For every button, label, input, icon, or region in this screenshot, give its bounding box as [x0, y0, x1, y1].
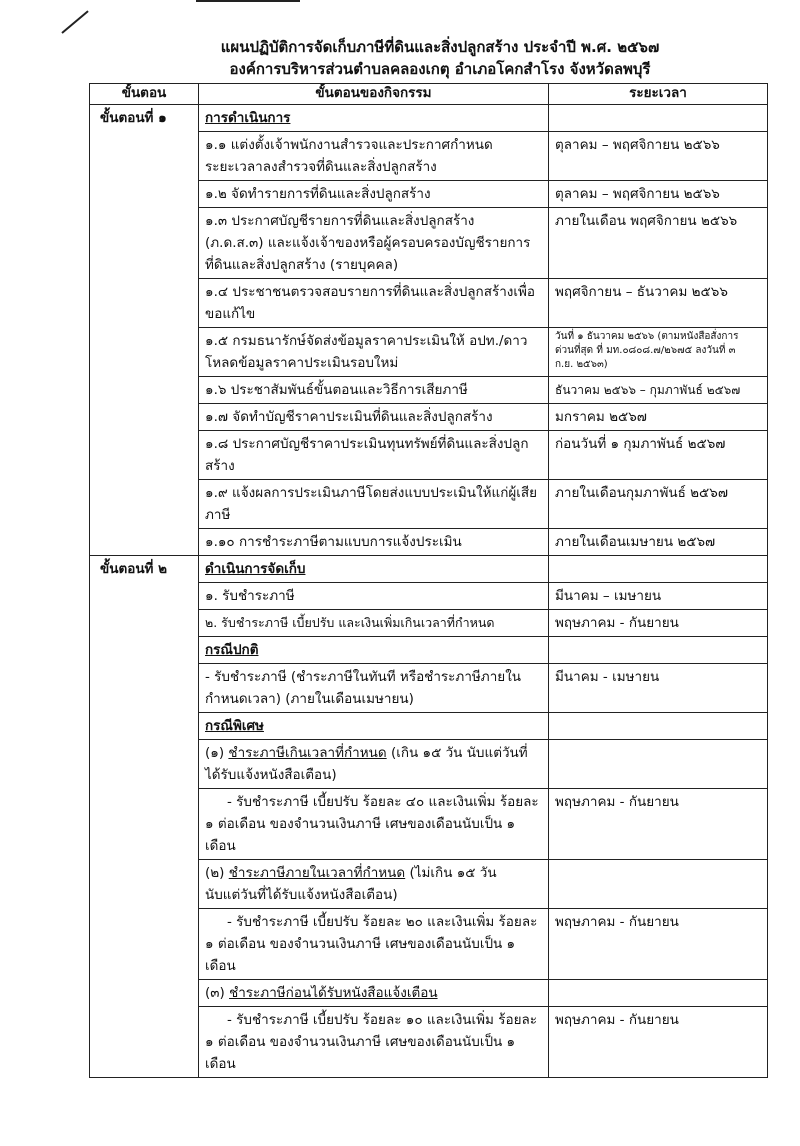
period-cell: พฤศจิกายน – ธันวาคม ๒๕๖๖ — [549, 279, 768, 328]
period-cell: ตุลาคม – พฤศจิกายน ๒๕๖๖ — [549, 132, 768, 181]
period-cell: ภายในเดือนกุมภาพันธ์ ๒๕๖๗ — [549, 480, 768, 529]
section-heading: การดำเนินการ — [205, 110, 291, 126]
plan-table — [89, 83, 768, 1078]
table-row — [90, 529, 768, 556]
table-row — [90, 713, 768, 740]
section-heading: ดำเนินการจัดเก็บ — [205, 561, 306, 577]
period-cell: พฤษภาคม - กันยายน — [549, 909, 768, 980]
activity-cell: ๑.๗ จัดทำบัญชีราคาประเมินที่ดินและสิ่งปลูกสร้าง — [199, 404, 549, 431]
table-row — [90, 740, 768, 789]
table-row — [90, 664, 768, 713]
period-cell: พฤษภาคม - กันยายน — [549, 610, 768, 637]
period-cell: ก่อนวันที่ ๑ กุมภาพันธ์ ๒๕๖๗ — [549, 431, 768, 480]
period-cell: วันที่ ๑ ธันวาคม ๒๕๖๖ (ตามหนังสือสั่งการ ด่วนที่สุด ที่ มท.๐๘๐๘.๗/๒๖๗๕ ลงวันที่ ๓ ก.ย. ๒๕๖๓) — [549, 328, 768, 377]
activity-cell: ๑.๔ ประชาชนตรวจสอบรายการที่ดินและสิ่งปลูกสร้างเพื่อ ขอแก้ไข — [199, 279, 549, 328]
table-row — [90, 181, 768, 208]
period-cell: ภายในเดือน พฤศจิกายน ๒๕๖๖ — [549, 208, 768, 279]
document-subtitle: องค์การบริหารส่วนตำบลคลองเกตุ อำเภอโคกสำโรง จังหวัดลพบุรี — [229, 60, 651, 78]
header-step: ขั้นตอน — [90, 84, 199, 105]
document-title: แผนปฏิบัติการจัดเก็บภาษีที่ดินและสิ่งปลูกสร้าง ประจำปี พ.ศ. ๒๕๖๗ — [220, 38, 660, 56]
table-header-row — [90, 84, 768, 105]
step-2-label: ขั้นตอนที่ ๒ — [90, 556, 199, 583]
activity-cell: ๑.๖ ประชาสัมพันธ์ขั้นตอนและวิธีการเสียภาษี — [199, 377, 549, 404]
activity-cell: - รับชำระภาษี เบี้ยปรับ ร้อยละ ๒๐ และเงินเพิ่ม ร้อยละ ๑ ต่อเดือน ของจำนวนเงินภาษี เศษของเดือนนับเป็น ๑ เดือน — [199, 909, 549, 980]
activity-cell: (๒) ชำระภาษีภายในเวลาที่กำหนด (ไม่เกิน ๑๕ วัน นับแต่วันที่ได้รับแจ้งหนังสือเตือน) — [199, 860, 549, 909]
table-row — [90, 404, 768, 431]
period-cell: พฤษภาคม - กันยายน — [549, 789, 768, 860]
table-row — [90, 132, 768, 181]
activity-cell: ๑.๒ จัดทำรายการที่ดินและสิ่งปลูกสร้าง — [199, 181, 549, 208]
activity-cell: ๑.๙ แจ้งผลการประเมินภาษีโดยส่งแบบประเมินให้แก่ผู้เสีย ภาษี — [199, 480, 549, 529]
table-row — [90, 980, 768, 1007]
pen-mark — [61, 10, 88, 33]
activity-cell: (๑) ชำระภาษีเกินเวลาที่กำหนด (เกิน ๑๕ วัน นับแต่วันที่ ได้รับแจ้งหนังสือเตือน) — [199, 740, 549, 789]
activity-cell: ๒. รับชำระภาษี เบี้ยปรับ และเงินเพิ่มเกินเวลาที่กำหนด — [199, 610, 549, 637]
period-cell: มีนาคม – เมษายน — [549, 583, 768, 610]
table-row — [90, 431, 768, 480]
table-row — [90, 328, 768, 377]
period-cell: มีนาคม - เมษายน — [549, 664, 768, 713]
table-row — [90, 610, 768, 637]
table-row — [90, 1007, 768, 1078]
activity-cell: ๑.๘ ประกาศบัญชีราคาประเมินทุนทรัพย์ที่ดินและสิ่งปลูก สร้าง — [199, 431, 549, 480]
step-1-label: ขั้นตอนที่ ๑ — [90, 105, 199, 132]
activity-cell: - รับชำระภาษี (ชำระภาษีในทันที หรือชำระภาษีภายใน กำหนดเวลา) (ภายในเดือนเมษายน) — [199, 664, 549, 713]
table-row — [90, 789, 768, 860]
activity-cell: ๑.๓ ประกาศบัญชีรายการที่ดินและสิ่งปลูกสร้าง (ภ.ด.ส.๓) และแจ้งเจ้าของหรือผู้ครอบครองบัญชีรายการ ที่ดินและสิ่งปลูกสร้าง (รายบุคคล) — [199, 208, 549, 279]
activity-cell: ๑.๑ แต่งตั้งเจ้าพนักงานสำรวจและประกาศกำหนด ระยะเวลาลงสำรวจที่ดินและสิ่งปลูกสร้าง — [199, 132, 549, 181]
normal-case-heading: กรณีปกติ — [205, 642, 259, 658]
special-case-heading: กรณีพิเศษ — [205, 718, 264, 734]
table-row — [90, 860, 768, 909]
activity-cell: (๓) ชำระภาษีก่อนได้รับหนังสือแจ้งเตือน — [199, 980, 549, 1007]
table-row — [90, 909, 768, 980]
top-scan-line — [196, 0, 300, 2]
header-period: ระยะเวลา — [549, 84, 768, 105]
period-cell: ภายในเดือนเมษายน ๒๕๖๗ — [549, 529, 768, 556]
activity-cell: - รับชำระภาษี เบี้ยปรับ ร้อยละ ๔๐ และเงินเพิ่ม ร้อยละ ๑ ต่อเดือน ของจำนวนเงินภาษี เศษของเดือนนับเป็น ๑ เดือน — [199, 789, 549, 860]
activity-cell: ๑.๕ กรมธนารักษ์จัดส่งข้อมูลราคาประเมินให้ อปท./ดาว โหลดข้อมูลราคาประเมินรอบใหม่ — [199, 328, 549, 377]
table-row — [90, 377, 768, 404]
table-row — [90, 105, 768, 132]
period-cell: ตุลาคม – พฤศจิกายน ๒๕๖๖ — [549, 181, 768, 208]
table-row — [90, 480, 768, 529]
activity-cell: - รับชำระภาษี เบี้ยปรับ ร้อยละ ๑๐ และเงินเพิ่ม ร้อยละ ๑ ต่อเดือน ของจำนวนเงินภาษี เศษของเดือนนับเป็น ๑ เดือน — [199, 1007, 549, 1078]
period-cell: มกราคม ๒๕๖๗ — [549, 404, 768, 431]
table-row — [90, 637, 768, 664]
table-row — [90, 556, 768, 583]
period-cell: พฤษภาคม - กันยายน — [549, 1007, 768, 1078]
table-row — [90, 208, 768, 279]
table-row — [90, 279, 768, 328]
header-activity: ขั้นตอนของกิจกรรม — [199, 84, 549, 105]
table-row — [90, 583, 768, 610]
activity-cell: ๑.๑๐ การชำระภาษีตามแบบการแจ้งประเมิน — [199, 529, 549, 556]
activity-cell: ๑. รับชำระภาษี — [199, 583, 549, 610]
period-cell: ธันวาคม ๒๕๖๖ – กุมภาพันธ์ ๒๕๖๗ — [549, 377, 768, 404]
